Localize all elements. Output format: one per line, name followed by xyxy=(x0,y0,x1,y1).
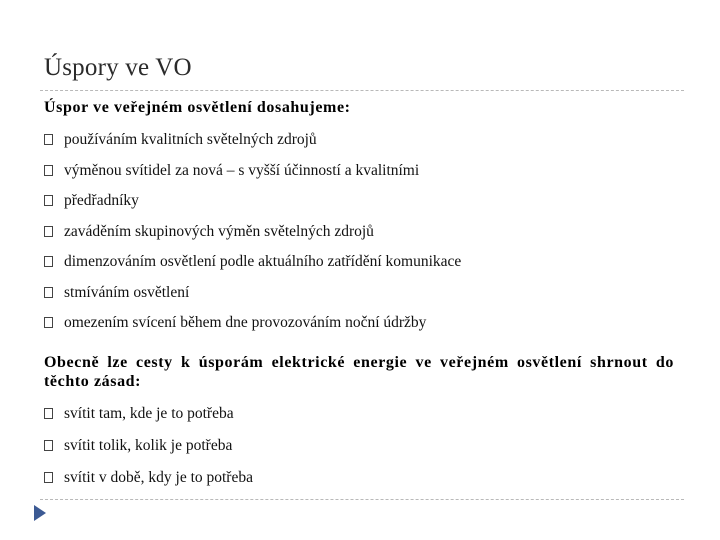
section1-heading: Úspor ve veřejném osvětlení dosahujeme: xyxy=(44,99,351,116)
square-bullet-icon xyxy=(44,256,53,267)
square-bullet-icon xyxy=(44,134,53,145)
square-bullet-icon xyxy=(44,226,53,237)
list-item-text: používáním kvalitních světelných zdrojů xyxy=(64,131,317,148)
list-item-text: svítit tolik, kolik je potřeba xyxy=(64,437,233,454)
square-bullet-icon xyxy=(44,408,53,419)
list-item-text: dimenzováním osvětlení podle aktuálního zatřídění komunikace xyxy=(64,253,462,270)
title-divider xyxy=(40,90,684,91)
square-bullet-icon xyxy=(44,165,53,176)
square-bullet-icon xyxy=(44,195,53,206)
footer-divider xyxy=(40,499,684,500)
list-item-text: zaváděním skupinových výměn světelných zdrojů xyxy=(64,222,374,240)
next-slide-arrow-icon[interactable] xyxy=(34,505,46,521)
list-item-text: svítit v době, kdy je to potřeba xyxy=(64,469,253,486)
list-item-text: výměnou svítidel za nová – s vyšší účinností a kvalitními xyxy=(64,161,420,179)
list-item-text: omezením svícení během dne provozováním noční údržby xyxy=(64,314,427,331)
slide-title: Úspory ve VO xyxy=(44,54,192,81)
list-item-text: svítit tam, kde je to potřeba xyxy=(64,405,234,422)
square-bullet-icon xyxy=(44,287,53,298)
list-item-text: stmíváním osvětlení xyxy=(64,283,190,301)
square-bullet-icon xyxy=(44,440,53,451)
square-bullet-icon xyxy=(44,472,53,483)
list-item-text: předřadníky xyxy=(64,192,139,209)
square-bullet-icon xyxy=(44,317,53,328)
section2-heading: Obecně lze cesty k úsporám elektrické energie ve veřejném osvětlení shrnout do těchto zásad: xyxy=(44,354,674,390)
